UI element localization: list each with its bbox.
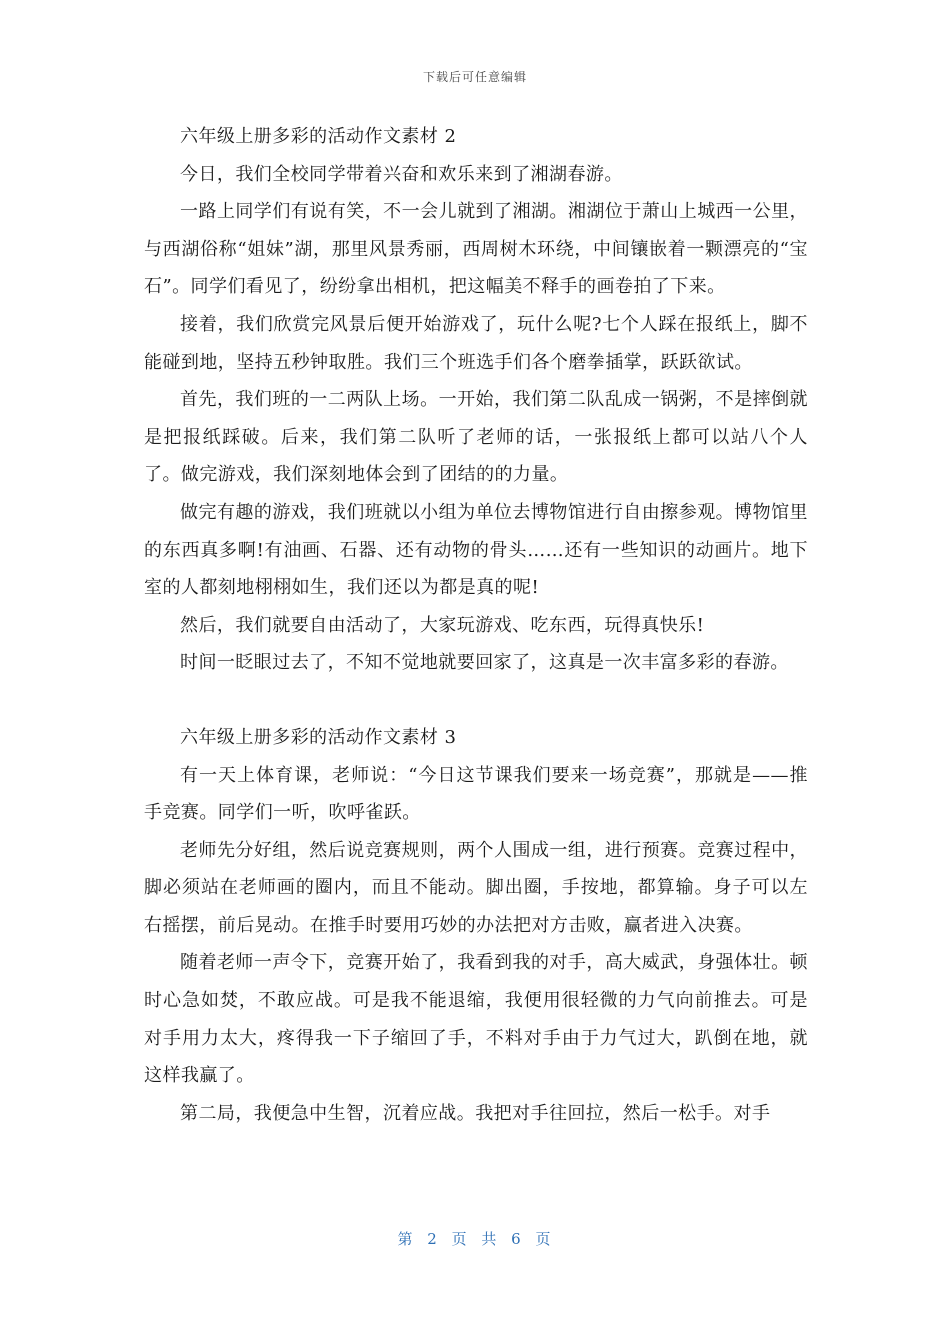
page-number: 第 2 页 共 6 页 [397, 1230, 553, 1248]
paragraph: 时间一眨眼过去了，不知不觉地就要回家了，这真是一次丰富多彩的春游。 [180, 652, 789, 674]
paragraph: 有一天上体育课，老师说：“今日这节课我们要来一场竞赛”，那就是——推手竞赛。同学们一听，吹呼雀跃。 [144, 764, 808, 824]
paragraph: 第二局，我便急中生智，沉着应战。我把对手往回拉，然后一松手。对手 [180, 1102, 771, 1124]
paragraph: 做完有趣的游戏，我们班就以小组为单位去博物馆进行自由擦参观。博物馆里的东西真多啊!有油画、石器、还有动物的骨头……还有一些知识的动画片。地下室的人都刻地栩栩如生，我们还以为都是真的呢! [144, 501, 808, 599]
document-body [144, 118, 808, 1132]
paragraph: 一路上同学们有说有笑，不一会儿就到了湘湖。湘湖位于萧山上城西一公里，与西湖俗称“姐妹”湖，那里风景秀丽，西周树木环绕，中间镶嵌着一颗漂亮的“宝石”。同学们看见了，纷纷拿出相机，把这幅美不释手的画卷拍了下来。 [144, 201, 808, 298]
paragraph: 老师先分好组，然后说竞赛规则，两个人围成一组，进行预赛。竞赛过程中，脚必须站在老师画的圈内，而且不能动。脚出圈，手按地，都算输。身子可以左右摇摆，前后晃动。在推手时要用巧妙的办法把对方击败，赢者进入决赛。 [144, 839, 808, 936]
paragraph: 首先，我们班的一二两队上场。一开始，我们第二队乱成一锅粥，不是摔倒就是把报纸踩破。后来，我们第二队听了老师的话，一张报纸上都可以站八个人了。做完游戏，我们深刻地体会到了团结的的力量。 [144, 389, 808, 486]
paragraph: 今日，我们全校同学带着兴奋和欢乐来到了湘湖春游。 [180, 163, 623, 185]
section-title: 六年级上册多彩的活动作文素材 3 [180, 726, 457, 748]
paragraph: 随着老师一声令下，竞赛开始了，我看到我的对手，高大威武，身强体壮。顿时心急如焚，不敢应战。可是我不能退缩，我便用很轻微的力气向前推去。可是对手用力太大，疼得我一下子缩回了手，不料对手由于力气过大，趴倒在地，就这样我赢了。 [144, 952, 808, 1087]
section-title: 六年级上册多彩的活动作文素材 2 [180, 126, 457, 147]
page-header-note: 下载后可任意编辑 [422, 70, 527, 84]
paragraph: 接着，我们欣赏完风景后便开始游戏了，玩什么呢?七个人踩在报纸上，脚不能碰到地，坚持五秒钟取胜。我们三个班选手们各个磨拳插掌，跃跃欲试。 [144, 313, 808, 373]
section-spacer [144, 682, 808, 719]
paragraph: 然后，我们就要自由活动了，大家玩游戏、吃东西，玩得真快乐! [180, 614, 705, 636]
